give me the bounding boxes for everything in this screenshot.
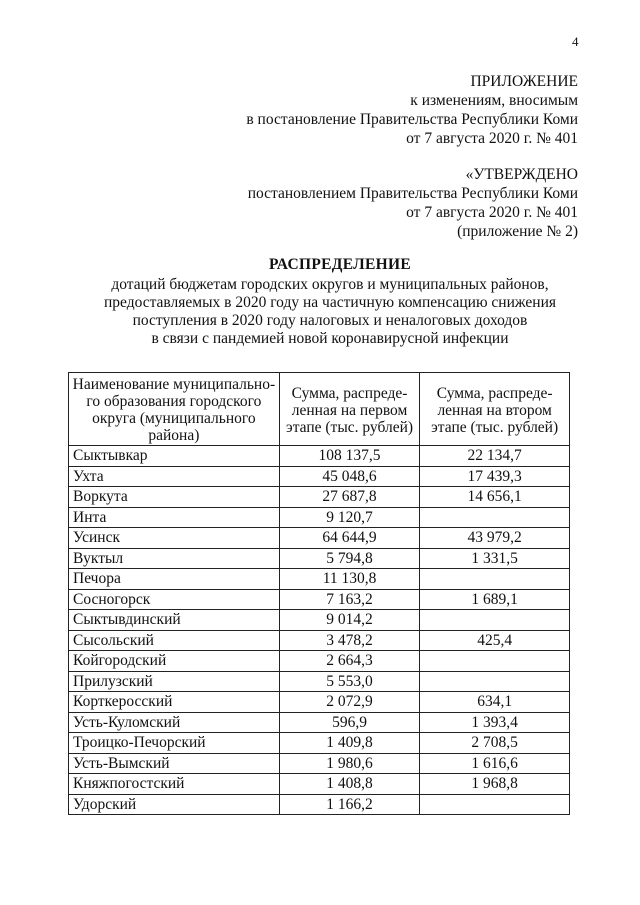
table-row bbox=[69, 548, 570, 569]
municipality-cell: Инта bbox=[69, 507, 280, 528]
stage-1-cell: 2 072,9 bbox=[279, 692, 420, 713]
municipality-cell: Сосногорск bbox=[69, 589, 280, 610]
stage-2-cell: 14 656,1 bbox=[420, 487, 570, 508]
stage-1-cell: 1 408,8 bbox=[279, 774, 420, 795]
municipality-cell: Ухта bbox=[69, 466, 280, 487]
distribution-table bbox=[68, 372, 570, 815]
stage-2-cell: 22 134,7 bbox=[420, 446, 570, 467]
stage-2-cell: 1 689,1 bbox=[420, 589, 570, 610]
header-municipality: Наименование муниципально-го образования городского округа (муниципального района) bbox=[69, 373, 280, 446]
stage-1-cell: 7 163,2 bbox=[279, 589, 420, 610]
stage-1-cell: 64 644,9 bbox=[279, 528, 420, 549]
annex-line-2: в постановление Правительства Республики Коми bbox=[246, 111, 578, 128]
stage-1-cell: 27 687,8 bbox=[279, 487, 420, 508]
stage-2-cell: 1 968,8 bbox=[420, 774, 570, 795]
table-row bbox=[69, 466, 570, 487]
table-row bbox=[69, 651, 570, 672]
stage-1-cell: 1 409,8 bbox=[279, 733, 420, 754]
table-row bbox=[69, 487, 570, 508]
municipality-cell: Усть-Куломский bbox=[69, 712, 280, 733]
table-row bbox=[69, 692, 570, 713]
stage-2-cell bbox=[420, 651, 570, 672]
approved-block bbox=[248, 165, 578, 241]
stage-2-cell bbox=[420, 569, 570, 590]
municipality-cell: Корткеросский bbox=[69, 692, 280, 713]
municipality-cell: Сыктывдинский bbox=[69, 610, 280, 631]
table-row bbox=[69, 671, 570, 692]
annex-block bbox=[246, 72, 578, 148]
stage-2-cell: 43 979,2 bbox=[420, 528, 570, 549]
stage-1-cell: 1 980,6 bbox=[279, 753, 420, 774]
subtitle-line-1: дотаций бюджетам городских округов и муниципальных районов, bbox=[111, 276, 549, 293]
header-stage-1: Сумма, распреде-ленная на первом этапе (тыс. рублей) bbox=[279, 373, 420, 446]
table-body bbox=[69, 446, 570, 815]
approved-line-2: от 7 августа 2020 г. № 401 bbox=[406, 204, 578, 221]
municipality-cell: Сысольский bbox=[69, 630, 280, 651]
table-row bbox=[69, 446, 570, 467]
stage-1-cell: 5 553,0 bbox=[279, 671, 420, 692]
annex-line-3: от 7 августа 2020 г. № 401 bbox=[406, 130, 578, 147]
stage-1-cell: 9 120,7 bbox=[279, 507, 420, 528]
subtitle-line-3: поступления в 2020 году налоговых и неналоговых доходов bbox=[132, 312, 528, 329]
stage-2-cell: 1 393,4 bbox=[420, 712, 570, 733]
stage-1-cell: 11 130,8 bbox=[279, 569, 420, 590]
stage-1-cell: 9 014,2 bbox=[279, 610, 420, 631]
table-row bbox=[69, 733, 570, 754]
table-row bbox=[69, 528, 570, 549]
table-row bbox=[69, 610, 570, 631]
municipality-cell: Сыктывкар bbox=[69, 446, 280, 467]
table-row bbox=[69, 712, 570, 733]
municipality-cell: Княжпогостский bbox=[69, 774, 280, 795]
stage-2-cell bbox=[420, 610, 570, 631]
stage-2-cell bbox=[420, 794, 570, 815]
table-row bbox=[69, 774, 570, 795]
stage-1-cell: 596,9 bbox=[279, 712, 420, 733]
stage-1-cell: 2 664,3 bbox=[279, 651, 420, 672]
municipality-cell: Вуктыл bbox=[69, 548, 280, 569]
annex-line-1: к изменениям, вносимым bbox=[410, 92, 578, 109]
header-stage-2: Сумма, распреде-ленная на втором этапе (тыс. рублей) bbox=[420, 373, 570, 446]
stage-2-cell: 17 439,3 bbox=[420, 466, 570, 487]
subtitle-line-4: в связи с пандемией новой коронавирусной инфекции bbox=[151, 330, 509, 347]
stage-2-cell: 2 708,5 bbox=[420, 733, 570, 754]
document-subtitle bbox=[0, 276, 640, 348]
stage-1-cell: 45 048,6 bbox=[279, 466, 420, 487]
table-row bbox=[69, 794, 570, 815]
municipality-cell: Воркута bbox=[69, 487, 280, 508]
table-row bbox=[69, 507, 570, 528]
stage-2-cell: 425,4 bbox=[420, 630, 570, 651]
stage-2-cell: 1 331,5 bbox=[420, 548, 570, 569]
approved-line-3: (приложение № 2) bbox=[457, 223, 578, 240]
municipality-cell: Удорский bbox=[69, 794, 280, 815]
municipality-cell: Усинск bbox=[69, 528, 280, 549]
approved-heading: «УТВЕРЖДЕНО bbox=[465, 166, 578, 183]
stage-1-cell: 108 137,5 bbox=[279, 446, 420, 467]
stage-2-cell bbox=[420, 507, 570, 528]
municipality-cell: Троицко-Печорский bbox=[69, 733, 280, 754]
municipality-cell: Койгородский bbox=[69, 651, 280, 672]
approved-line-1: постановлением Правительства Республики Коми bbox=[247, 185, 578, 202]
municipality-cell: Усть-Вымский bbox=[69, 753, 280, 774]
table-row bbox=[69, 630, 570, 651]
table-row bbox=[69, 569, 570, 590]
stage-1-cell: 3 478,2 bbox=[279, 630, 420, 651]
annex-heading: ПРИЛОЖЕНИЕ bbox=[470, 73, 578, 90]
document-title: РАСПРЕДЕЛЕНИЕ bbox=[269, 256, 411, 273]
stage-1-cell: 5 794,8 bbox=[279, 548, 420, 569]
stage-2-cell: 1 616,6 bbox=[420, 753, 570, 774]
stage-2-cell bbox=[420, 671, 570, 692]
stage-1-cell: 1 166,2 bbox=[279, 794, 420, 815]
municipality-cell: Печора bbox=[69, 569, 280, 590]
table-row bbox=[69, 753, 570, 774]
stage-2-cell: 634,1 bbox=[420, 692, 570, 713]
table-row bbox=[69, 589, 570, 610]
table-header-row bbox=[69, 373, 570, 446]
subtitle-line-2: предоставляемых в 2020 году на частичную компенсацию снижения bbox=[103, 294, 557, 311]
municipality-cell: Прилузский bbox=[69, 671, 280, 692]
page-number: 4 bbox=[572, 34, 579, 49]
